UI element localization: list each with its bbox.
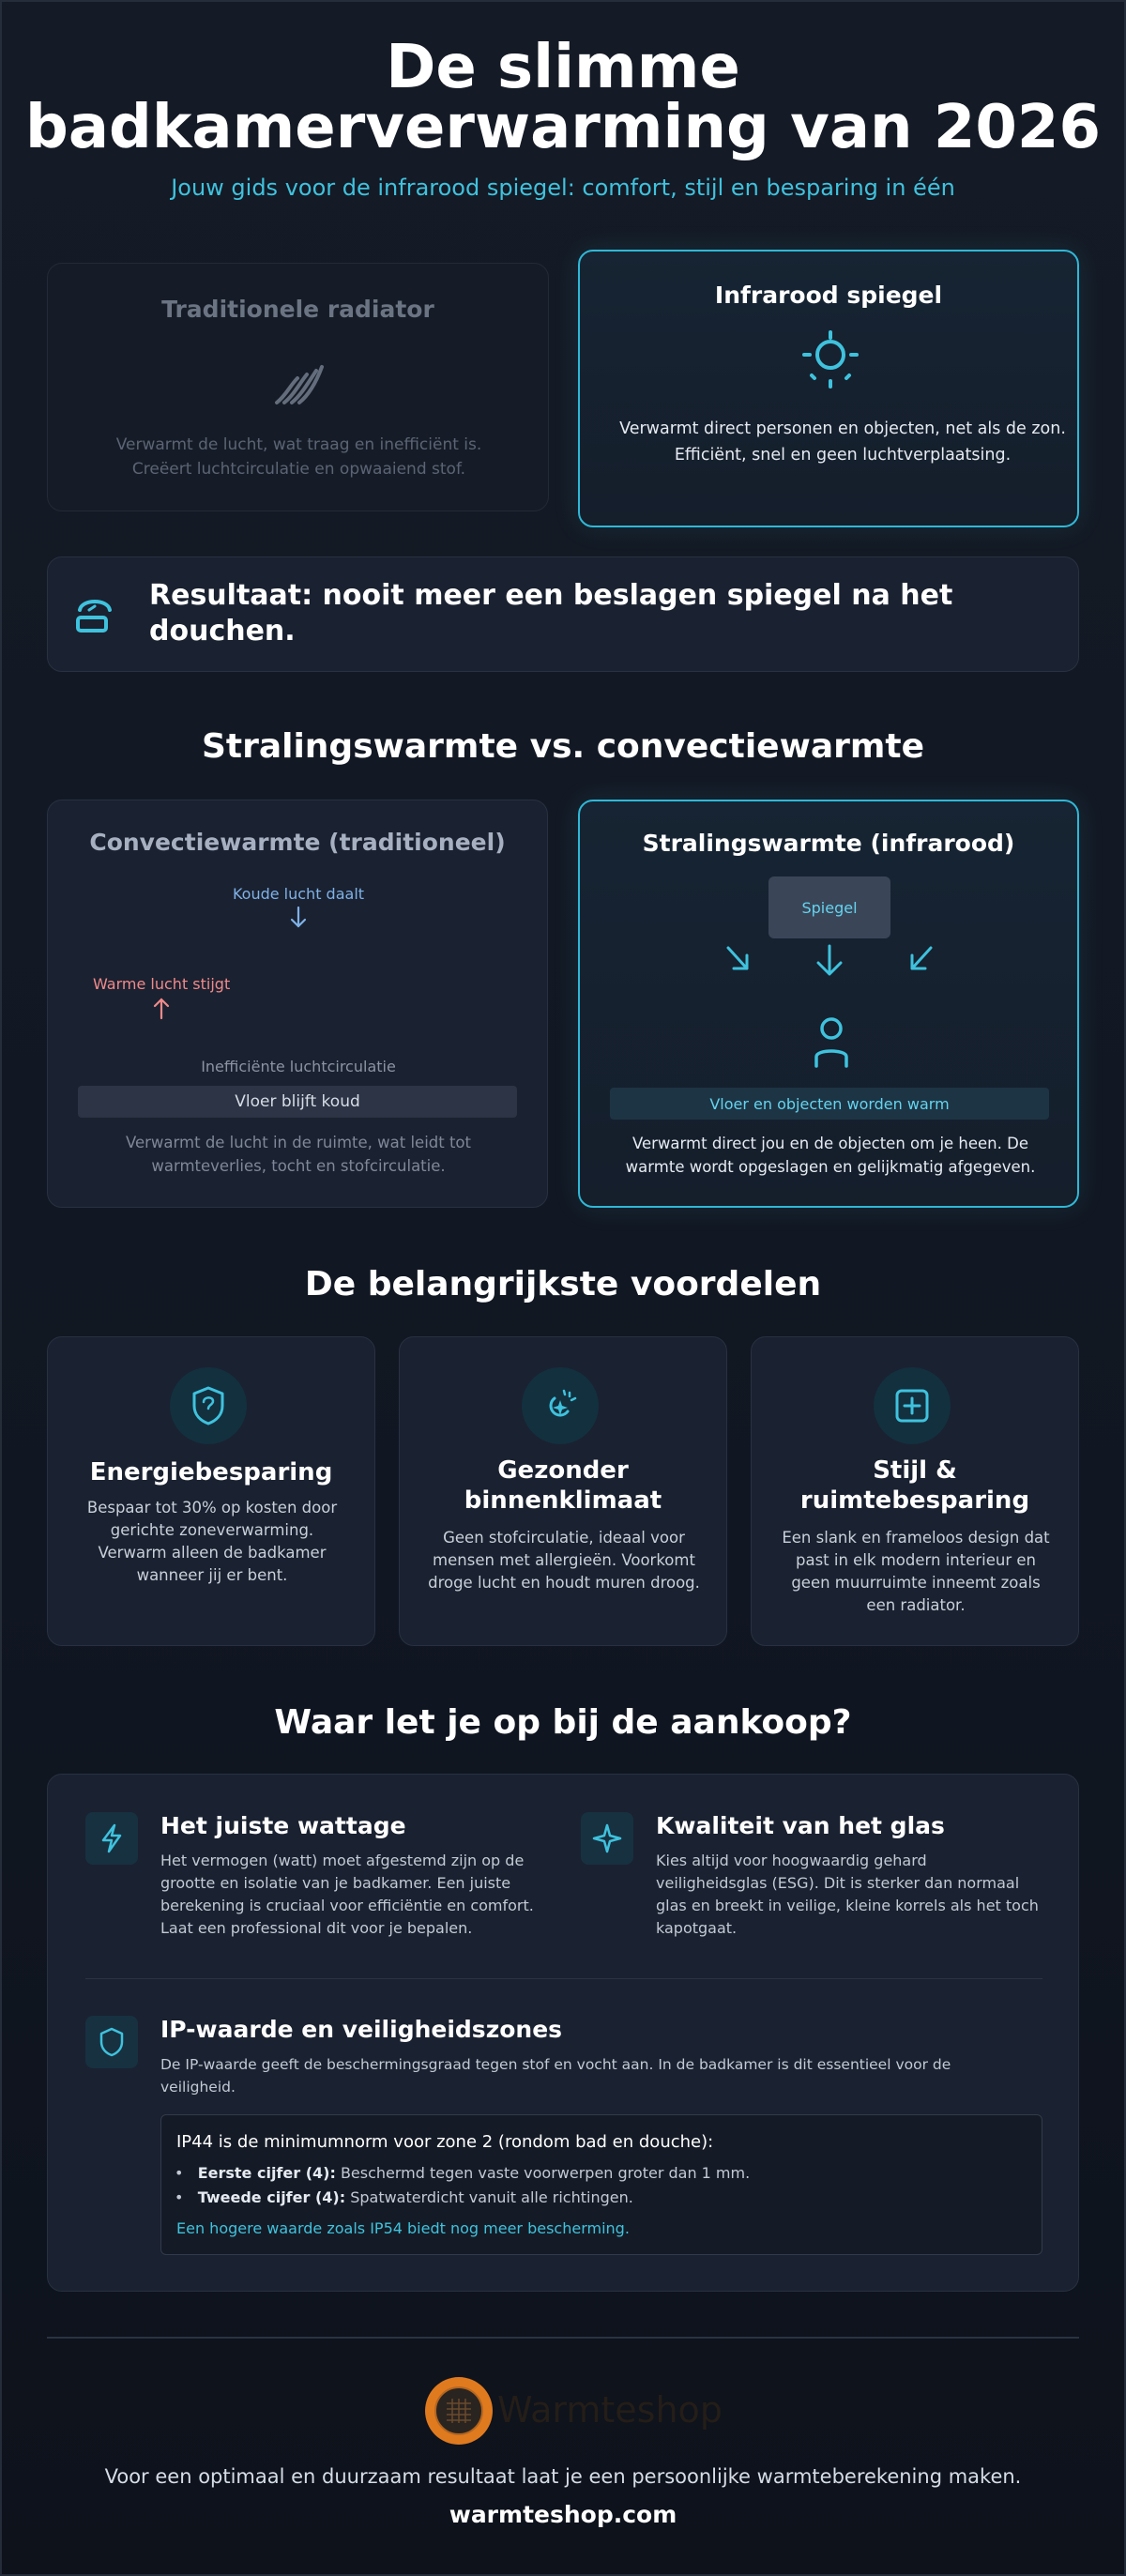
purchase-card — [47, 1774, 1079, 2292]
benefit-desc-energy: Bespaar tot 30% op kosten door gerichte zoneverwarming. Verwarm alleen de badkamer wanneer jij er bent. — [86, 1499, 338, 1584]
heat-section-title: Stralingswarmte vs. convectiewarmte — [201, 727, 925, 766]
warm-air-label: Warme lucht stijgt — [93, 975, 231, 993]
ip-first-label: Eerste cijfer (4): — [197, 2164, 336, 2182]
hero-subtitle: Jouw gids voor de infrarood spiegel: comfort, stijl en besparing in één — [171, 175, 955, 201]
arrow-down-icon — [289, 906, 308, 930]
radiation-title: Stralingswarmte (infrarood) — [642, 830, 1015, 857]
sun-icon — [797, 327, 864, 394]
benefit-card-style — [751, 1336, 1079, 1646]
bullet: • — [175, 2188, 198, 2206]
convection-card — [47, 800, 548, 1208]
sparkle-sun-icon — [522, 1367, 599, 1444]
benefit-desc-style: Een slank en frameloos design dat past in elk modern interieur en geen muurruimte inneemt zoals een radiator. — [782, 1529, 1050, 1614]
traditional-radiator-title: Traditionele radiator — [161, 296, 434, 323]
ip-second-label: Tweede cijfer (4): — [197, 2188, 346, 2206]
footer-divider — [47, 2337, 1079, 2339]
purchase-divider — [85, 1978, 1042, 1979]
person-icon — [813, 1017, 850, 1070]
warmteshop-logo-icon — [425, 2377, 493, 2445]
ip-first-text: Beschermd tegen vaste voorwerpen groter dan 1 mm. — [335, 2164, 751, 2182]
cold-floor-bar: Vloer blijft koud — [78, 1086, 517, 1118]
footer-url-link[interactable]: warmteshop.com — [449, 2501, 677, 2528]
ip-title: IP-waarde en veiligheidszones — [160, 2016, 563, 2043]
ip-first-digit-item — [175, 2164, 750, 2182]
bullet: • — [175, 2164, 198, 2182]
footer-text: Voor een optimaal en duurzaam resultaat laat je een persoonlijke warmteberekening maken. — [104, 2465, 1022, 2488]
benefit-title-energy: Energiebesparing — [89, 1458, 333, 1486]
glass-title: Kwaliteit van het glas — [656, 1812, 945, 1839]
ip-second-text: Spatwaterdicht vanuit alle richtingen. — [345, 2188, 633, 2206]
benefit-card-climate — [399, 1336, 727, 1646]
convection-title: Convectiewarmte (traditioneel) — [89, 829, 506, 856]
radiation-card — [578, 800, 1079, 1208]
infrared-mirror-desc: Verwarmt direct personen en objecten, net als de zon. Efficiënt, snel en geen luchtverplaatsing. — [619, 419, 1066, 465]
shield-icon — [85, 2016, 138, 2068]
purchase-section-title: Waar let je op bij de aankoop? — [274, 1703, 852, 1742]
arrow-up-icon — [152, 996, 171, 1020]
result-text: Resultaat: nooit meer een beslagen spiegel na het douchen. — [149, 579, 953, 648]
infrared-mirror-card — [578, 250, 1079, 527]
logo-wordmark: Warmteshop — [497, 2389, 723, 2431]
ip-desc: De IP-waarde geeft de beschermingsgraad tegen stof en vocht aan. In de badkamer is dit essentieel voor de veiligheid. — [160, 2056, 951, 2096]
mirror-label: Spiegel — [801, 898, 858, 917]
ip-box-title: IP44 is de minimumnorm voor zone 2 (rondom bad en douche): — [176, 2132, 714, 2152]
ip-second-digit-item — [175, 2188, 633, 2206]
ip-info-box — [160, 2114, 1042, 2255]
glass-desc: Kies altijd voor hoogwaardig gehard veiligheidsglas (ESG). Dit is sterker dan normaal glas en breekt in veilige, kleine korrels als het toch kapotgaat. — [656, 1852, 1039, 1937]
mirror-icon — [70, 591, 119, 638]
traditional-radiator-desc: Verwarmt de lucht, wat traag en inefficiënt is. Creëert luchtcirculatie en opwaaiend stof. — [115, 435, 482, 479]
wattage-title: Het juiste wattage — [160, 1812, 406, 1839]
benefit-title-style: Stijl & ruimtebesparing — [799, 1456, 1030, 1515]
benefit-desc-climate: Geen stofcirculatie, ideaal voor mensen met allergieën. Voorkomt droge lucht en houdt muren droog. — [428, 1529, 700, 1592]
cold-air-label: Koude lucht daalt — [232, 885, 365, 903]
benefits-section-title: De belangrijkste voordelen — [304, 1265, 822, 1303]
convection-desc: Verwarmt de lucht in de ruimte, wat leidt tot warmteverlies, tocht en stofcirculatie. — [125, 1134, 471, 1175]
plus-square-icon — [874, 1367, 951, 1444]
lightning-icon — [85, 1812, 138, 1865]
shield-leaf-icon — [170, 1367, 247, 1444]
result-banner — [47, 556, 1079, 672]
infrared-mirror-title: Infrarood spiegel — [714, 282, 943, 309]
warm-floor-bar: Vloer en objecten worden warm — [610, 1088, 1049, 1120]
benefit-title-climate: Gezonder binnenklimaat — [464, 1456, 662, 1515]
benefit-card-energy — [47, 1336, 375, 1646]
wattage-desc: Het vermogen (watt) moet afgestemd zijn op de grootte en isolatie van je badkamer. Een juiste berekening is cruciaal voor efficiëntie en comfort. Laat een professional dit voor je bepalen. — [160, 1852, 534, 1937]
hero-title: De slimme badkamerverwarming van 2026 — [25, 33, 1101, 162]
radiation-arrows — [721, 942, 938, 983]
mirror-box — [768, 876, 890, 938]
heat-waves-icon — [269, 354, 329, 410]
sparkle-icon — [581, 1812, 633, 1865]
inefficient-circulation-label: Inefficiënte luchtcirculatie — [201, 1058, 396, 1075]
traditional-radiator-card — [47, 263, 549, 511]
radiation-desc: Verwarmt direct jou en de objecten om je heen. De warmte wordt opgeslagen en gelijkmatig afgegeven. — [625, 1135, 1036, 1176]
ip-note: Een hogere waarde zoals IP54 biedt nog meer bescherming. — [176, 2219, 630, 2237]
